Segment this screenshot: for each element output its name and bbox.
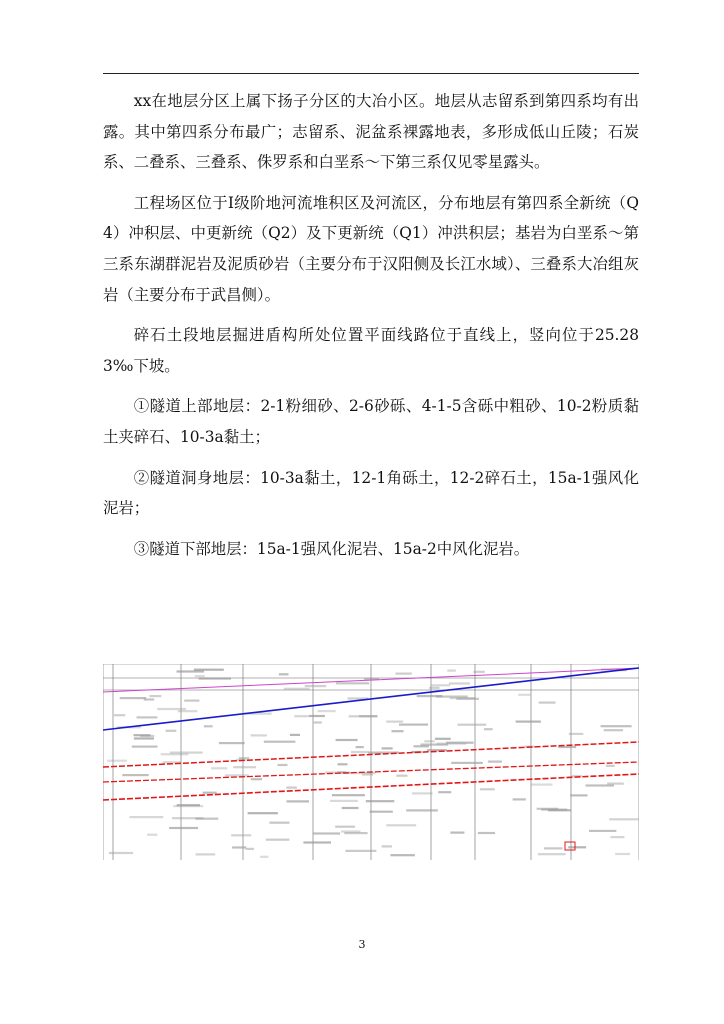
annotation-mark (330, 800, 358, 802)
annotation-mark (531, 784, 553, 786)
annotation-mark (248, 812, 278, 814)
annotation-mark (120, 697, 146, 699)
annotation-mark (232, 846, 246, 848)
annotation-mark (332, 794, 365, 796)
annotation-mark (303, 841, 331, 843)
annotation-mark (335, 826, 355, 828)
annotation-mark (203, 792, 217, 794)
annotation-mark (615, 853, 630, 855)
annotation-mark (366, 800, 395, 802)
annotation-mark (538, 853, 566, 855)
annotation-mark (607, 783, 624, 785)
annotation-mark (399, 724, 428, 726)
annotation-mark (290, 734, 300, 736)
annotation-mark (313, 832, 340, 834)
annotation-mark (260, 856, 268, 858)
annotation-mark (150, 695, 162, 697)
annotation-mark (609, 818, 639, 820)
annotation-mark (488, 761, 502, 763)
annotation-mark (392, 730, 404, 732)
annotation-mark (606, 765, 615, 767)
annotation-mark (436, 696, 468, 698)
annotation-mark (266, 839, 290, 841)
annotation-mark (601, 725, 632, 727)
annotation-mark (318, 710, 336, 712)
annotation-mark (147, 834, 157, 836)
annotation-mark (107, 760, 127, 762)
header-rule (103, 73, 639, 74)
annotation-mark (345, 850, 376, 852)
body-text (103, 86, 639, 574)
annotation-mark (122, 774, 148, 776)
annotation-mark (478, 832, 495, 834)
annotation-mark (480, 788, 495, 790)
annotation-mark (342, 807, 359, 809)
annotation-mark (450, 832, 464, 834)
annotation-mark (424, 740, 434, 742)
annotation-mark (279, 673, 289, 675)
annotation-mark (349, 715, 377, 717)
annotation-mark (314, 721, 322, 723)
annotation-mark (610, 836, 624, 838)
annotation-mark (568, 846, 586, 848)
annotation-mark (336, 682, 369, 684)
annotation-mark (447, 670, 456, 672)
annotation-mark (178, 710, 198, 712)
annotation-mark (570, 794, 587, 796)
annotation-mark (169, 827, 198, 829)
annotation-mark (539, 702, 556, 704)
annotation-mark (589, 830, 616, 832)
annotation-mark (544, 847, 563, 849)
annotation-mark (287, 800, 310, 802)
paragraph-2: 工程场区位于Ⅰ级阶地河流堆积区及河流区，分布地层有第四系全新统（Q4）冲积层、中更新统（Q2）及下更新统（Q1）冲洪积层；基岩为白垩系～第三系东湖群泥岩及泥质砂岩（主要分布于汉阳侧及长江水域）、三叠系大冶组灰岩（主要分布于武昌侧）。 (103, 193, 639, 304)
annotation-mark (219, 742, 245, 744)
annotation-mark (195, 675, 205, 677)
paragraph-4: ①隧道上部地层：2-1粉细砂、2-6砂砾、4-1-5含砾中粗砂、10-2粉质黏土夹碎石、10-3a黏土； (103, 397, 639, 446)
annotation-mark (137, 716, 158, 718)
annotation-mark (569, 733, 583, 735)
paragraph-3: 碎石土段地层掘进盾构所处位置平面线路位于直线上，竖向位于25.283‰下坡。 (103, 326, 639, 375)
annotation-mark (432, 684, 451, 686)
annotation-mark (516, 721, 541, 723)
annotation-mark (351, 751, 369, 753)
annotation-mark (166, 730, 177, 732)
annotation-mark (109, 852, 133, 854)
annotation-mark (199, 677, 231, 679)
geological-profile-figure (103, 664, 639, 860)
annotation-mark (386, 824, 416, 826)
annotation-mark (177, 670, 204, 672)
annotation-mark (264, 741, 296, 743)
annotation-mark (449, 682, 470, 684)
paragraph-5: ②隧道洞身地层：10-3a黏土，12-1角砾土，12-2碎石土，15a-1强风化泥岩； (103, 468, 639, 518)
annotation-mark (382, 845, 392, 847)
annotation-mark (438, 791, 451, 793)
paragraph-1: xx在地层分区上属下扬子分区的大冶小区。地层从志留系到第四系均有出露。其中第四系分布最广；志留系、泥盆系裸露地表，多形成低山丘陵；石炭系、二叠系、三叠系、侏罗系和白垩系～下第三系仅见零星露头。 (103, 92, 639, 172)
annotation-mark (451, 762, 483, 764)
annotation-mark (435, 738, 451, 740)
annotation-mark (305, 685, 327, 687)
geological-profile-drawing (103, 664, 639, 860)
annotation-mark (586, 784, 615, 786)
annotation-mark (484, 728, 493, 730)
annotation-mark (406, 809, 438, 811)
annotation-mark (196, 853, 216, 855)
annotation-mark (211, 767, 227, 769)
annotation-mark (284, 688, 310, 690)
annotation-mark (204, 725, 213, 727)
annotation-mark (225, 774, 249, 776)
annotation-mark (251, 778, 262, 780)
annotation-mark (157, 708, 186, 710)
annotation-mark (513, 798, 526, 800)
annotation-mark (184, 700, 199, 702)
annotation-mark (144, 698, 155, 700)
annotation-mark (390, 854, 415, 856)
annotation-mark (195, 818, 218, 820)
annotation-mark (132, 746, 158, 748)
annotation-mark (134, 734, 151, 736)
annotation-mark (130, 816, 164, 818)
annotation-mark (370, 811, 393, 813)
annotation-mark (336, 739, 358, 741)
annotation-mark (338, 763, 348, 765)
annotation-mark (395, 673, 411, 675)
annotation-mark (114, 714, 125, 716)
annotation-mark (458, 724, 487, 726)
annotation-mark (269, 822, 289, 824)
annotation-mark (382, 747, 393, 749)
annotation-mark (177, 804, 200, 806)
annotation-mark (386, 721, 403, 723)
annotation-mark (233, 766, 256, 768)
annotation-mark (473, 671, 484, 673)
annotation-mark (161, 753, 189, 755)
paragraph-6: ③隧道下部地层：15a-1强风化泥岩、15a-2中风化泥岩。 (133, 539, 530, 558)
annotation-mark (134, 737, 154, 739)
annotation-mark (251, 734, 267, 736)
annotation-mark (604, 729, 623, 731)
annotation-mark (437, 743, 467, 745)
annotation-mark (309, 715, 325, 717)
annotation-mark (278, 764, 288, 766)
annotation-mark (246, 848, 254, 850)
annotation-mark (518, 694, 530, 696)
annotation-mark (429, 687, 439, 689)
page-number: 3 (358, 938, 366, 951)
annotation-mark (341, 830, 361, 832)
annotation-mark (412, 792, 433, 794)
annotation-mark (541, 809, 567, 811)
annotation-mark (396, 775, 407, 777)
annotation-mark (231, 834, 251, 836)
annotation-mark (356, 746, 364, 748)
annotation-mark (286, 787, 296, 789)
annotation-mark (294, 715, 308, 717)
